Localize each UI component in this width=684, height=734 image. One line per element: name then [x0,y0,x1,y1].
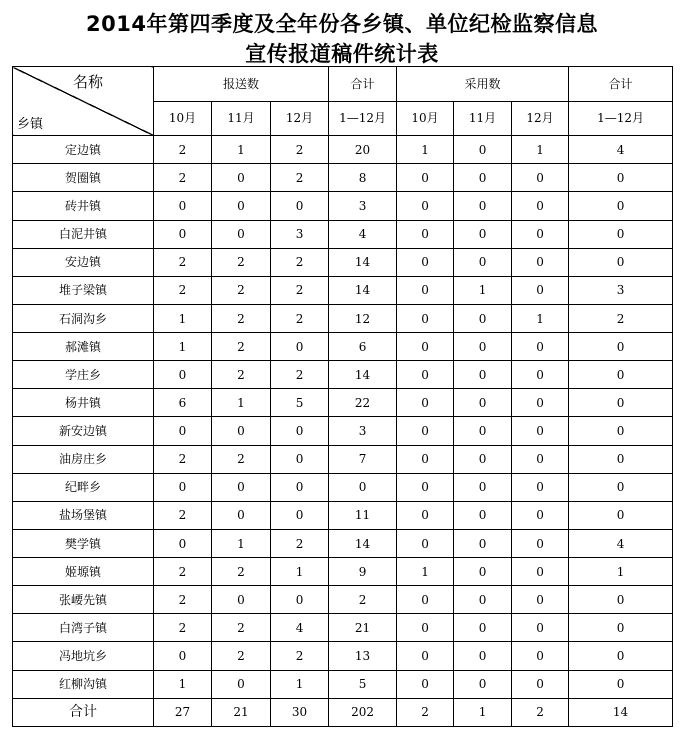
cell-atot: 4 [569,529,673,557]
cell-s12: 0 [271,192,329,220]
cell-atot: 0 [569,417,673,445]
cell-s11: 2 [212,558,271,586]
table-row [13,614,673,642]
cell-s11: 21 [212,698,271,726]
cell-s12: 5 [271,389,329,417]
cell-atot: 0 [569,164,673,192]
cell-atot: 0 [569,361,673,389]
cell-atot: 0 [569,586,673,614]
cell-a12: 1 [512,136,569,164]
table-row [13,192,673,220]
cell-a10: 0 [397,670,454,698]
cell-stot: 8 [329,164,397,192]
cell-s10: 0 [154,220,212,248]
table-row [13,136,673,164]
cell-a11: 0 [454,248,512,276]
cell-a11: 0 [454,417,512,445]
cell-stot: 14 [329,276,397,304]
cell-atot: 4 [569,136,673,164]
cell-a10: 0 [397,164,454,192]
total-row [13,698,673,726]
header-name-label: 名称 [72,73,103,91]
cell-a10: 0 [397,642,454,670]
cell-s11: 1 [212,389,271,417]
cell-s10: 2 [154,445,212,473]
town-name: 贺圈镇 [13,164,154,192]
cell-s10: 2 [154,136,212,164]
cell-s12: 2 [271,276,329,304]
cell-stot: 14 [329,529,397,557]
cell-s11: 0 [212,670,271,698]
header-month-oct: 10月 [397,101,454,136]
cell-a10: 0 [397,586,454,614]
cell-stot: 14 [329,248,397,276]
cell-a12: 0 [512,276,569,304]
header-range: 1—12月 [329,101,397,136]
cell-s11: 0 [212,192,271,220]
cell-a12: 0 [512,192,569,220]
cell-s10: 0 [154,417,212,445]
cell-s11: 0 [212,501,271,529]
cell-a12: 0 [512,445,569,473]
cell-s10: 2 [154,248,212,276]
cell-a12: 0 [512,164,569,192]
cell-a11: 0 [454,361,512,389]
cell-a10: 0 [397,473,454,501]
table-row [13,642,673,670]
document-subtitle: 宣传报道稿件统计表 [245,42,439,66]
cell-s11: 2 [212,361,271,389]
cell-a12: 0 [512,614,569,642]
cell-s10: 2 [154,558,212,586]
cell-atot: 0 [569,473,673,501]
header-month-oct: 10月 [154,101,212,136]
town-name: 盐场堡镇 [13,501,154,529]
cell-stot: 2 [329,586,397,614]
cell-stot: 5 [329,670,397,698]
cell-s12: 2 [271,248,329,276]
town-name: 新安边镇 [13,417,154,445]
cell-a11: 0 [454,501,512,529]
town-name: 白湾子镇 [13,614,154,642]
town-name: 杨井镇 [13,389,154,417]
total-label: 合计 [13,698,154,726]
cell-a12: 0 [512,670,569,698]
cell-s11: 2 [212,445,271,473]
cell-a12: 0 [512,586,569,614]
cell-s12: 4 [271,614,329,642]
cell-s12: 2 [271,164,329,192]
town-name: 红柳沟镇 [13,670,154,698]
cell-a10: 0 [397,276,454,304]
header-diagonal-cell [13,67,154,136]
cell-a11: 1 [454,698,512,726]
cell-a11: 0 [454,333,512,361]
cell-s12: 0 [271,501,329,529]
cell-s12: 1 [271,670,329,698]
cell-s12: 0 [271,445,329,473]
cell-atot: 0 [569,670,673,698]
cell-s10: 1 [154,670,212,698]
cell-a11: 0 [454,136,512,164]
cell-atot: 0 [569,614,673,642]
cell-s12: 2 [271,529,329,557]
cell-s10: 6 [154,389,212,417]
cell-s12: 0 [271,586,329,614]
cell-a11: 0 [454,642,512,670]
town-name: 油房庄乡 [13,445,154,473]
cell-stot: 20 [329,136,397,164]
cell-s10: 2 [154,501,212,529]
cell-s10: 0 [154,361,212,389]
cell-stot: 14 [329,361,397,389]
cell-a10: 1 [397,136,454,164]
cell-a12: 0 [512,389,569,417]
cell-a12: 0 [512,501,569,529]
table-row [13,333,673,361]
cell-atot: 3 [569,276,673,304]
cell-stot: 3 [329,417,397,445]
cell-a10: 0 [397,361,454,389]
town-name: 堆子梁镇 [13,276,154,304]
cell-s12: 0 [271,473,329,501]
cell-s11: 0 [212,164,271,192]
cell-s11: 0 [212,220,271,248]
cell-s11: 1 [212,136,271,164]
cell-a11: 0 [454,220,512,248]
town-name: 定边镇 [13,136,154,164]
cell-atot: 0 [569,389,673,417]
cell-a12: 1 [512,304,569,332]
town-name: 石洞沟乡 [13,304,154,332]
cell-stot: 4 [329,220,397,248]
town-name: 学庄乡 [13,361,154,389]
table-row [13,558,673,586]
cell-a10: 0 [397,248,454,276]
cell-a12: 0 [512,529,569,557]
cell-s10: 2 [154,614,212,642]
table-row [13,389,673,417]
table-row [13,473,673,501]
cell-s11: 2 [212,248,271,276]
cell-atot: 0 [569,220,673,248]
table-row [13,164,673,192]
cell-s11: 2 [212,614,271,642]
cell-atot: 0 [569,445,673,473]
cell-atot: 0 [569,501,673,529]
header-total-submitted: 合计 [329,67,397,102]
header-town-label: 乡镇 [17,117,44,133]
cell-s12: 30 [271,698,329,726]
cell-a11: 0 [454,614,512,642]
cell-a11: 0 [454,192,512,220]
cell-a12: 0 [512,558,569,586]
cell-a10: 0 [397,304,454,332]
town-name: 砖井镇 [13,192,154,220]
cell-s12: 2 [271,642,329,670]
cell-a10: 0 [397,614,454,642]
cell-a10: 0 [397,529,454,557]
town-name: 冯地坑乡 [13,642,154,670]
cell-a10: 0 [397,220,454,248]
table-row [13,304,673,332]
cell-a11: 0 [454,445,512,473]
cell-s10: 0 [154,642,212,670]
cell-a12: 0 [512,361,569,389]
cell-a12: 0 [512,473,569,501]
document-title: 2014年第四季度及全年份各乡镇、单位纪检监察信息 [86,12,598,36]
header-range: 1—12月 [569,101,673,136]
cell-a10: 0 [397,417,454,445]
cell-stot: 0 [329,473,397,501]
header-submitted: 报送数 [154,67,329,102]
cell-a12: 0 [512,417,569,445]
cell-s11: 2 [212,333,271,361]
cell-a10: 0 [397,192,454,220]
header-month-dec: 12月 [512,101,569,136]
cell-atot: 0 [569,248,673,276]
cell-stot: 13 [329,642,397,670]
cell-s12: 3 [271,220,329,248]
cell-s10: 0 [154,192,212,220]
cell-s11: 0 [212,586,271,614]
town-name: 樊学镇 [13,529,154,557]
cell-s10: 2 [154,586,212,614]
town-name: 安边镇 [13,248,154,276]
cell-a12: 0 [512,248,569,276]
cell-stot: 21 [329,614,397,642]
cell-stot: 22 [329,389,397,417]
table-row [13,220,673,248]
cell-a10: 2 [397,698,454,726]
table-row [13,248,673,276]
cell-s10: 0 [154,473,212,501]
cell-atot: 0 [569,192,673,220]
header-adopted: 采用数 [397,67,569,102]
cell-s11: 2 [212,642,271,670]
cell-atot: 2 [569,304,673,332]
cell-a10: 0 [397,389,454,417]
cell-stot: 12 [329,304,397,332]
cell-s11: 2 [212,304,271,332]
stats-table [12,66,673,727]
cell-stot: 6 [329,333,397,361]
header-month-nov: 11月 [454,101,512,136]
header-month-dec: 12月 [271,101,329,136]
cell-a12: 0 [512,220,569,248]
cell-a10: 1 [397,558,454,586]
cell-stot: 9 [329,558,397,586]
town-name: 张崾先镇 [13,586,154,614]
cell-stot: 202 [329,698,397,726]
cell-a11: 0 [454,529,512,557]
cell-a10: 0 [397,333,454,361]
cell-a11: 0 [454,164,512,192]
header-month-nov: 11月 [212,101,271,136]
cell-a10: 0 [397,445,454,473]
cell-s12: 0 [271,417,329,445]
table-row [13,529,673,557]
cell-s10: 27 [154,698,212,726]
cell-atot: 14 [569,698,673,726]
cell-s12: 0 [271,333,329,361]
town-name: 郝滩镇 [13,333,154,361]
cell-s11: 0 [212,473,271,501]
cell-a12: 0 [512,333,569,361]
cell-s10: 0 [154,529,212,557]
cell-stot: 7 [329,445,397,473]
town-name: 姬塬镇 [13,558,154,586]
cell-s11: 2 [212,276,271,304]
cell-a11: 0 [454,473,512,501]
cell-s11: 0 [212,417,271,445]
cell-s10: 2 [154,164,212,192]
cell-a11: 0 [454,670,512,698]
cell-s12: 1 [271,558,329,586]
cell-a11: 0 [454,304,512,332]
cell-a12: 0 [512,642,569,670]
table-row [13,501,673,529]
table-row [13,361,673,389]
cell-s12: 2 [271,304,329,332]
cell-a11: 0 [454,389,512,417]
cell-s10: 1 [154,304,212,332]
cell-s11: 1 [212,529,271,557]
town-name: 白泥井镇 [13,220,154,248]
cell-atot: 1 [569,558,673,586]
cell-stot: 11 [329,501,397,529]
table-row [13,276,673,304]
cell-atot: 0 [569,642,673,670]
cell-a11: 0 [454,586,512,614]
cell-a11: 1 [454,276,512,304]
table-row [13,445,673,473]
table-row [13,417,673,445]
table-row [13,586,673,614]
cell-s10: 2 [154,276,212,304]
cell-s12: 2 [271,136,329,164]
cell-a12: 2 [512,698,569,726]
cell-atot: 0 [569,333,673,361]
cell-a11: 0 [454,558,512,586]
header-total-adopted: 合计 [569,67,673,102]
cell-stot: 3 [329,192,397,220]
cell-s10: 1 [154,333,212,361]
cell-s12: 2 [271,361,329,389]
table-row [13,670,673,698]
cell-a10: 0 [397,501,454,529]
town-name: 纪畔乡 [13,473,154,501]
